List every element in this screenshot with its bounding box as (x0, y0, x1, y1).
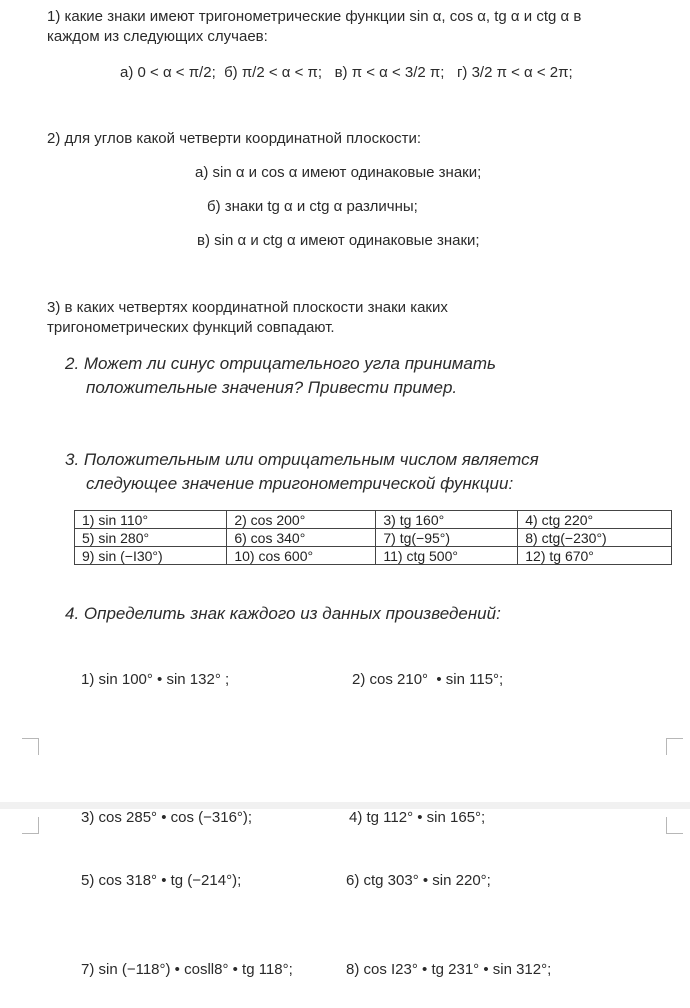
product-item-4: 4) tg 112° • sin 165°; (349, 809, 486, 826)
question-1 (47, 7, 581, 47)
product-item-8: 8) cos I23° • tg 231° • sin 312°; (346, 961, 552, 978)
question-2-item-b: б) знаки tg α и ctg α различны; (207, 198, 418, 215)
task-2-line-2: положительные значения? Привести пример. (86, 378, 458, 397)
table-cell: 1) sin 110° (75, 511, 227, 529)
table-cell: 5) sin 280° (75, 529, 227, 547)
table-row (75, 511, 672, 529)
question-3-line-2: тригонометрических функций совпадают. (47, 319, 335, 336)
task-3 (65, 448, 539, 496)
table-cell: 3) tg 160° (376, 511, 518, 529)
product-item-6: 6) ctg 303° • sin 220°; (346, 872, 491, 889)
table-cell: 6) cos 340° (227, 529, 376, 547)
task-3-line-1: 3. Положительным или отрицательным числом является (65, 450, 539, 469)
table-cell: 2) cos 200° (227, 511, 376, 529)
page-crop-mark (22, 817, 39, 834)
table-cell: 11) ctg 500° (376, 547, 518, 565)
question-3 (47, 298, 448, 338)
table-cell: 8) ctg(−230°) (518, 529, 672, 547)
product-item-1: 1) sin 100° • sin 132° ; (81, 671, 230, 688)
table-cell: 10) cos 600° (227, 547, 376, 565)
table-cell: 7) tg(−95°) (376, 529, 518, 547)
table-cell: 12) tg 670° (518, 547, 672, 565)
page-crop-mark (666, 738, 683, 755)
table-row (75, 529, 672, 547)
page-crop-mark (22, 738, 39, 755)
task-2-line-1: 2. Может ли синус отрицательного угла принимать (65, 354, 496, 373)
page-crop-mark (666, 817, 683, 834)
question-2-item-c: в) sin α и ctg α имеют одинаковые знаки; (197, 232, 480, 249)
question-2: 2) для углов какой четверти координатной плоскости: (47, 130, 422, 147)
question-1-options: а) 0 < α < π/2; б) π/2 < α < π; в) π < α < 3/2 π; г) 3/2 π < α < 2π; (120, 64, 573, 81)
table-row (75, 547, 672, 565)
product-item-2: 2) cos 210° • sin 115°; (352, 671, 504, 688)
table-cell: 9) sin (−I30°) (75, 547, 227, 565)
product-item-7: 7) sin (−118°) • cosll8° • tg 118°; (81, 961, 293, 978)
task-4-title: 4. Определить знак каждого из данных произведений: (65, 604, 501, 623)
task-3-line-2: следующее значение тригонометрической функции: (86, 474, 514, 493)
table-cell: 4) ctg 220° (518, 511, 672, 529)
product-item-5: 5) cos 318° • tg (−214°); (81, 872, 242, 889)
product-item-3: 3) cos 285° • cos (−316°); (81, 809, 253, 826)
question-2-item-a: а) sin α и cos α имеют одинаковые знаки; (195, 164, 482, 181)
question-1-line-2: каждом из следующих случаев: (47, 28, 268, 45)
task-2 (65, 352, 496, 400)
question-3-line-1: 3) в каких четвертях координатной плоскости знаки каких (47, 299, 448, 316)
trig-values-table (74, 510, 672, 565)
question-1-line-1: 1) какие знаки имеют тригонометрические функции sin α, cos α, tg α и ctg α в (47, 8, 582, 25)
